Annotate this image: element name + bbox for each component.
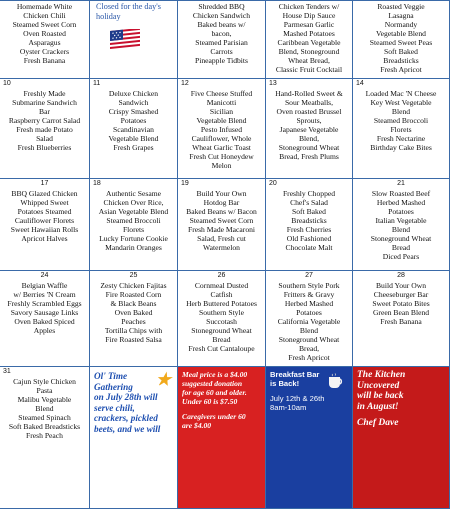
menu-cell-day-27 [266, 271, 353, 367]
notice-line: Ol' Time [94, 371, 128, 381]
menu-line: Stoneground Wheat [370, 234, 432, 243]
menu-line: Authentic Sesame [105, 189, 162, 198]
menu-line: Salad [36, 134, 53, 143]
menu-line: Oven Baked [114, 308, 153, 317]
menu-line: Blend [299, 326, 319, 335]
menu-line: Classic Fruit Cocktail [275, 65, 343, 74]
menu-line: Mandarin Oranges [105, 243, 162, 252]
menu-cell-day-12 [178, 79, 266, 179]
menu-line: Steamed Sweet Corn [189, 216, 254, 225]
menu-line: Sour Meatballs, [284, 98, 334, 107]
menu-cell-day-20 [266, 179, 353, 271]
menu-line: Fresh Cut Cantaloupe [188, 344, 255, 353]
menu-line: Blend [391, 225, 411, 234]
menu-cell-day-19 [178, 179, 266, 271]
menu-line: Fresh Peach [26, 431, 63, 440]
menu-line: Homemade White [16, 2, 73, 11]
menu-line: Herbed Mashed [284, 299, 334, 308]
menu-line: Chocolate Malt [285, 243, 333, 252]
menu-line: Bread, [298, 344, 320, 353]
menu-line: Fritters & Gravy [283, 290, 335, 299]
notice-line: The Kitchen [357, 370, 406, 380]
menu-line: Bar [39, 107, 50, 116]
day-number: 20 [269, 180, 277, 187]
menu-line: Birthday Cake Bites [370, 143, 432, 152]
notice-line: will be back [357, 391, 404, 401]
menu-items [355, 189, 447, 261]
menu-line: Lasagna [388, 11, 414, 20]
menu-line: Hotdog Bar [203, 198, 240, 207]
menu-line: Chicken Sandwich [192, 11, 251, 20]
notice-line: Under 60 is $7.50 [182, 397, 238, 406]
menu-line: Breadsticks [383, 56, 419, 65]
menu-line: Hand-Rolled Sweet & [275, 89, 343, 98]
menu-cell-day-10 [0, 79, 90, 179]
menu-line: Fresh Grapes [113, 143, 154, 152]
menu-line: House Dip Sauce [282, 11, 336, 20]
menu-line: Asian Vegetable Blend [98, 207, 169, 216]
menu-line: Bread [212, 335, 231, 344]
menu-line: Zesty Chicken Fajitas [100, 281, 167, 290]
menu-line: Steamed Broccoli [373, 116, 429, 125]
coffee-cup-icon [326, 373, 346, 389]
menu-line: Cauliflower, Whole [191, 134, 252, 143]
menu-items [268, 89, 350, 161]
menu-line: Apricot Halves [21, 234, 68, 243]
menu-line: Potatoes Steamed [17, 207, 72, 216]
menu-line: Fire Roasted Corn [105, 290, 162, 299]
menu-line: Sweet Potato Bites [372, 299, 430, 308]
notice-line: Gathering [94, 381, 133, 392]
menu-line: California Vegetable [277, 317, 341, 326]
menu-items [2, 281, 87, 335]
notice-line: Caregivers under 60 [182, 412, 246, 421]
menu-line: Soft Baked [384, 47, 418, 56]
day-number: 28 [397, 272, 405, 279]
menu-line: Steamed Broccoli [106, 216, 161, 225]
menu-line: Slow Roasted Beef [371, 189, 431, 198]
menu-line: Fresh Banana [23, 56, 66, 65]
menu-line: w/ Berries 'N Cream [13, 290, 76, 299]
menu-line: Asparagus [28, 38, 61, 47]
menu-line: Oven Roasted [23, 29, 66, 38]
menu-line: Stoneground Wheat [278, 335, 340, 344]
notice-line: crackers, pickled [94, 413, 158, 424]
menu-line: Soft Baked Breadsticks [8, 422, 81, 431]
menu-line: Cornmeal Dusted [194, 281, 249, 290]
menu-line: Fresh made Potato [16, 125, 73, 134]
menu-line: Stoneground Wheat [191, 326, 252, 335]
menu-line: Lucky Fortune Cookie [99, 234, 168, 243]
day-number: 17 [40, 180, 49, 187]
menu-line: Italian Vegetable [375, 216, 427, 225]
menu-items [180, 189, 263, 252]
menu-items [180, 281, 263, 353]
menu-line: Melon [211, 161, 232, 170]
menu-items [92, 281, 175, 344]
day-number: 21 [397, 180, 405, 187]
notice-line: Uncovered [357, 380, 400, 391]
menu-line: Catfish [210, 290, 233, 299]
menu-line: Breadsticks [291, 216, 327, 225]
menu-line: Sweet Hawaiian Rolls [10, 225, 79, 234]
menu-line: Cheeseburger Bar [373, 290, 429, 299]
menu-line: Five Cheese Stuffed [190, 89, 253, 98]
menu-line: Oven Baked Spiced [14, 317, 75, 326]
menu-items [92, 189, 175, 252]
meal-price-notice [178, 367, 266, 509]
menu-line: Watermelon [203, 243, 240, 252]
menu-line: Oyster Crackers [19, 47, 70, 56]
menu-line: Fresh Banana [380, 317, 422, 326]
menu-line: Fresh Blueberries [17, 143, 72, 152]
notice-line: suggested donation [182, 379, 243, 388]
menu-line: Deluxe Chicken [108, 89, 159, 98]
menu-line: Fire Roasted Salsa [105, 335, 162, 344]
menu-line: Bread [391, 243, 411, 252]
menu-line: Sandwich [118, 98, 149, 107]
menu-line: Fresh Cherries [286, 225, 332, 234]
menu-cell-week1-thu [266, 1, 353, 79]
day-number: 13 [269, 80, 277, 87]
menu-items [268, 2, 350, 74]
menu-line: Malibu Vegetable [17, 395, 72, 404]
menu-line: Steamed Sweet Corn [12, 20, 77, 29]
menu-line: Parmesan Garlic [283, 20, 335, 29]
menu-line: Stoneground Wheat [278, 143, 340, 152]
chef-signature: Chef Dave [357, 418, 399, 428]
day-number: 12 [181, 80, 189, 87]
menu-line: Pineapple Tidbits [195, 56, 248, 65]
breakfast-dates: July 12th & 26th [270, 394, 325, 403]
menu-line: Freshly Chopped [282, 189, 336, 198]
menu-line: Pesto Infused [200, 125, 243, 134]
breakfast-time: 8am-10am [270, 403, 307, 412]
menu-cell-week1-fri [353, 1, 450, 79]
menu-line: Fresh Nectarine [376, 134, 426, 143]
menu-line: Herbed Mashed [376, 198, 426, 207]
day-number: 14 [356, 80, 364, 87]
menu-cell-day-25 [90, 271, 178, 367]
menu-line: Succotash [206, 317, 237, 326]
menu-items [2, 2, 87, 65]
menu-line: Chicken Tenders w/ [278, 2, 340, 11]
menu-line: Crispy Smashed [108, 107, 159, 116]
menu-line: Herb Buttered Potatoes [186, 299, 257, 308]
menu-line: Carrots [210, 47, 233, 56]
menu-line: Wheat Garlic Toast [192, 143, 251, 152]
star-icon: ★ [155, 370, 171, 389]
menu-line: Potatoes [120, 116, 147, 125]
menu-line: Blend, Stoneground [278, 47, 340, 56]
menu-items [180, 89, 263, 170]
menu-line: Florets [390, 125, 412, 134]
menu-line: Florets [122, 225, 145, 234]
menu-items [2, 89, 87, 152]
menu-line: Cauliflower Florets [14, 216, 75, 225]
menu-line: Diced Pears [382, 252, 420, 261]
menu-cell-day-17 [0, 179, 90, 271]
menu-cell-week1-mon [0, 1, 90, 79]
day-number: 10 [3, 80, 11, 87]
menu-items [355, 89, 447, 152]
menu-cell-day-31 [0, 367, 90, 509]
menu-line: & Black Beans [110, 299, 157, 308]
menu-line: Raspberry Carrot Salad [8, 116, 81, 125]
menu-line: Whipped Sweet [20, 198, 69, 207]
menu-line: Blend [391, 107, 411, 116]
menu-cell-day-24 [0, 271, 90, 367]
menu-line: Soft Baked [292, 207, 326, 216]
menu-line: Oven roasted Brussel [276, 107, 342, 116]
menu-line: Vegetable Blend [196, 116, 247, 125]
menu-line: Freshly Scrambled Eggs [7, 299, 82, 308]
day-number: 19 [181, 180, 189, 187]
notice-line: are $4.00 [182, 421, 212, 430]
menu-line: Baked Beans w/ Bacon [186, 207, 257, 216]
holiday-note: Closed for the day's holiday [96, 2, 161, 21]
menu-items [355, 281, 447, 326]
menu-cell-day-26 [178, 271, 266, 367]
menu-items [268, 189, 350, 252]
menu-line: Chef's Salad [290, 198, 328, 207]
gathering-notice [90, 367, 178, 509]
menu-line: Sicilian [209, 107, 234, 116]
day-number: 27 [305, 272, 313, 279]
menu-cell-week1-wed [178, 1, 266, 79]
menu-cell-day-14 [353, 79, 450, 179]
notice-line: on July 28th will [94, 392, 158, 403]
menu-line: Blend [35, 404, 54, 413]
menu-line: Southern Style Pork [278, 281, 340, 290]
menu-line: Submarine Sandwich [12, 98, 77, 107]
menu-line: Bread, Fresh Plums [279, 152, 339, 161]
menu-line: Build Your Own [196, 189, 247, 198]
menu-line: Mashed Potatoes [283, 29, 335, 38]
menu-line: Baked beans w/ [197, 20, 246, 29]
notice-line: for age 60 and older. [182, 388, 247, 397]
menu-line: Fresh Cut Honeydew [189, 152, 254, 161]
menu-line: BBQ Glazed Chicken [11, 189, 78, 198]
menu-items [355, 2, 447, 74]
day-number: 18 [93, 180, 101, 187]
menu-items [268, 281, 350, 362]
menu-line: Shredded BBQ [198, 2, 245, 11]
menu-line: Normandy [384, 20, 418, 29]
menu-line: Fresh Apricot [288, 353, 330, 362]
menu-line: Roasted Veggie [377, 2, 425, 11]
menu-line: Old Fashioned [286, 234, 332, 243]
menu-items [2, 377, 87, 440]
menu-line: Potatoes [296, 308, 322, 317]
menu-line: Apples [33, 326, 56, 335]
menu-line: Freshly Made [23, 89, 66, 98]
menu-line: Loaded Mac 'N Cheese [365, 89, 437, 98]
menu-line: Key West Vegetable [370, 98, 432, 107]
menu-line: Chicken Chili [23, 11, 66, 20]
day-number: 25 [129, 272, 138, 279]
menu-line: Wheat Bread, [288, 56, 330, 65]
menu-cell-day-13 [266, 79, 353, 179]
menu-cell-day-28 [353, 271, 450, 367]
menu-line: Pasta [36, 386, 53, 395]
menu-line: Sprouts, [296, 116, 322, 125]
menu-line: Cajun Style Chicken [13, 377, 76, 386]
menu-line: Fresh Made Macaroni [187, 225, 256, 234]
menu-line: Southern Style [199, 308, 244, 317]
menu-line: Scandinavian [113, 125, 154, 134]
menu-line: Japanese Vegetable [279, 125, 339, 134]
menu-line: Manicotti [206, 98, 237, 107]
notice-line: Meal price is a $4.00 [182, 370, 248, 379]
menu-cell-day-11 [90, 79, 178, 179]
day-number: 24 [40, 272, 49, 279]
menu-line: Steamed Sweet Peas [369, 38, 433, 47]
notice-line: serve chili, [94, 402, 135, 413]
menu-line: Potatoes [388, 207, 414, 216]
menu-line: Steamed Parisian [195, 38, 248, 47]
day-number: 11 [93, 80, 101, 87]
day-number: 31 [3, 368, 11, 375]
menu-items [92, 89, 175, 152]
menu-cell-holiday [90, 1, 178, 79]
breakfast-title: Breakfast Bar is Back! [270, 370, 320, 388]
menu-line: bacon, [211, 29, 232, 38]
breakfast-bar-notice [266, 367, 353, 509]
menu-items [180, 2, 263, 65]
menu-line: Chicken Over Rice, [103, 198, 164, 207]
menu-line: Caribbean Vegetable [277, 38, 341, 47]
day-number: 26 [217, 272, 226, 279]
menu-line: Vegetable Blend [108, 134, 159, 143]
menu-line: Build Your Own [375, 281, 426, 290]
menu-line: Tortilla Chips with [104, 326, 163, 335]
menu-line: Peaches [121, 317, 146, 326]
menu-line: Steamed Spinach [18, 413, 71, 422]
menu-line: Savory Sausage Links [10, 308, 79, 317]
menu-cell-day-18 [90, 179, 178, 271]
kitchen-notice [353, 367, 450, 509]
menu-line: Fresh Apricot [380, 65, 422, 74]
us-flag-icon [110, 29, 140, 49]
menu-line: Salad, Fresh cut [197, 234, 246, 243]
menu-line: Green Bean Blend [372, 308, 430, 317]
menu-line: Blend, [298, 134, 320, 143]
notice-line: in August! [357, 401, 399, 412]
menu-cell-day-21 [353, 179, 450, 271]
menu-line: Belgian Waffle [21, 281, 68, 290]
menu-line: Vegetable Blend [376, 29, 426, 38]
menu-items [2, 189, 87, 243]
notice-line: beets, and we will [94, 423, 161, 434]
